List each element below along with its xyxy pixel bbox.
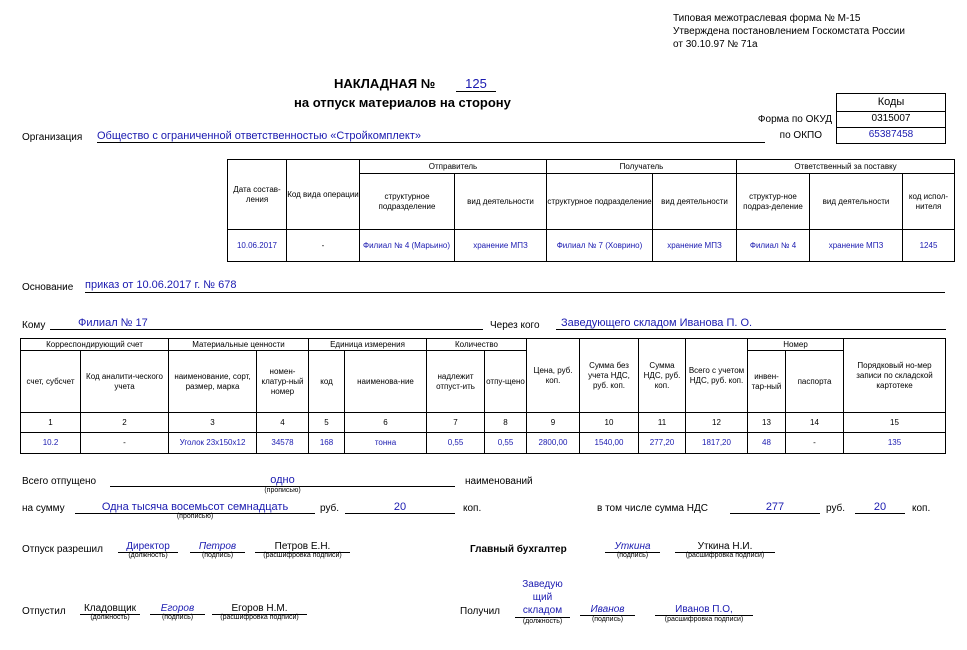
received-name[interactable]: Иванов П.О, [655,604,753,616]
col-num: 1 [21,413,81,433]
col-num: 13 [748,413,786,433]
row-qty-released[interactable]: 0,55 [485,433,527,453]
vat-rub-label: руб. [826,503,846,514]
received-position-line: складом [515,604,570,618]
cap-sign: (подпись) [201,552,234,559]
received-position-line: щий [532,592,553,603]
qty-released-header: отпу-щено [485,351,527,413]
row-inv[interactable]: 48 [748,433,786,453]
account-header: счет, субсчет [21,351,81,413]
form-header-note [673,12,905,51]
col-num: 7 [427,413,485,433]
received-position[interactable] [515,578,570,618]
col-num: 9 [527,413,580,433]
allowed-label: Отпуск разрешил [22,544,103,555]
pass-header: паспорта [786,351,844,413]
row-qty-need[interactable]: 0,55 [427,433,485,453]
approval-line: Утверждена постановлением Госкомстата России [673,26,905,37]
received-label: Получил [460,606,500,617]
organization-value[interactable]: Общество с ограниченной ответственностью «Стройкомплект» [97,130,765,143]
row-receiver-struct[interactable]: Филиал № 7 (Ховрино) [547,230,653,261]
via-label: Через кого [490,320,540,331]
approval-date-line: от 30.10.97 № 71а [673,39,758,50]
unit-code-header: код [309,351,345,413]
col-num: 15 [844,413,945,433]
form-type-line: Типовая межотраслевая форма № М-15 [673,13,861,24]
allowed-sign[interactable]: Петров [190,541,245,553]
row-op[interactable]: - [287,230,360,261]
cap-name: (расшифровка подписи) [220,614,299,621]
basis-label: Основание [22,282,74,293]
row-resp-code[interactable]: 1245 [919,240,938,250]
cap-sign: (подпись) [616,552,649,559]
codes-header: Коды [836,93,946,112]
allowed-position[interactable]: Директор [118,541,178,553]
col-num: 2 [81,413,169,433]
sum-header: Сумма без учета НДС, руб. коп. [580,339,639,413]
unit-header: Единица измерения [309,339,427,351]
chief-sign[interactable]: Уткина [605,541,660,553]
row-sum[interactable]: 1540,00 [580,433,639,453]
resp-kind-header: вид деятельности [810,174,903,230]
cap-name: (расшифровка подписи) [664,616,744,623]
row-unit-code[interactable]: 168 [309,433,345,453]
to-whom-value[interactable]: Филиал № 17 [50,317,483,330]
receiver-kind-header: вид деятельности [653,174,737,230]
cap-sign: (подпись) [161,614,194,621]
col-num: 3 [169,413,257,433]
row-resp-struct[interactable]: Филиал № 4 [737,230,810,261]
cap-name: (расшифровка подписи) [685,552,765,559]
items-label: наименований [465,476,533,487]
row-pass[interactable]: - [786,433,844,453]
released-by-label: Отпустил [22,606,66,617]
total-header: Всего с учетом НДС, руб. коп. [686,339,748,413]
cap-name: (расшифровка подписи) [263,552,342,559]
resp-struct-header: структур-ное подраз-деление [737,174,810,230]
row-unit-name[interactable]: тонна [345,433,427,453]
row-sender-struct[interactable]: Филиал № 4 (Марьино) [360,230,455,261]
row-card[interactable]: 135 [887,438,902,447]
receiver-header: Получатель [547,160,737,174]
number-header: Номер [748,339,844,351]
row-total[interactable]: 1817,20 [686,433,748,453]
chief-name[interactable]: Уткина Н.И. [675,541,775,553]
received-position-line: Заведую [522,579,563,590]
col-num: 8 [485,413,527,433]
okud-value[interactable]: 0315007 [836,112,946,128]
sender-kind-header: вид деятельности [455,174,547,230]
released-position[interactable]: Кладовщик [80,603,140,615]
col-num: 11 [639,413,686,433]
via-value[interactable]: Заведующего складом Иванова П. О. [556,317,946,330]
col-op-header: Код вида операции [287,160,360,230]
chief-label: Главный бухгалтер [470,544,567,555]
cap-position: (должность) [522,618,563,625]
vat-header: Сумма НДС, руб. коп. [639,339,686,413]
row-price[interactable]: 2800,00 [527,433,580,453]
released-label: Всего отпущено [22,476,97,487]
received-sign[interactable]: Иванов [580,604,635,616]
unit-name-header: наименова-ние [345,351,427,413]
sum-value[interactable]: Одна тысяча восемьсот семнадцать [75,501,315,514]
vat-label: в том числе сумма НДС [597,503,708,514]
col-num: 5 [309,413,345,433]
col-num: 4 [257,413,309,433]
row-date[interactable]: 10.06.2017 [228,230,287,261]
material-header: Материальные ценности [169,339,309,351]
document-number[interactable]: 125 [456,76,496,92]
row-receiver-kind[interactable]: хранение МПЗ [653,230,737,261]
resp-code-header: код испол-нителя [903,174,954,230]
okpo-value[interactable]: 65387458 [836,128,946,144]
kop-label: коп. [463,503,482,514]
sender-struct-header: структурное подразделение [360,174,455,230]
vat-rub-value[interactable]: 277 [730,501,820,514]
qty-header: Количество [427,339,527,351]
sum-caption: (прописью) [176,513,214,520]
basis-value[interactable]: приказ от 10.06.2017 г. № 678 [85,279,237,291]
col-num: 12 [686,413,748,433]
cap-position: (должность) [90,614,130,621]
vat-kop-value[interactable]: 20 [855,501,905,514]
col-date-header: Дата состав-ления [228,160,287,230]
cap-sign: (подпись) [591,616,624,623]
basis-line [85,292,945,293]
row-account[interactable]: 10.2 [21,433,81,453]
organization-label: Организация [22,132,83,143]
corr-account-header: Корреспондирующий счет [21,339,169,351]
released-caption: (прописью) [264,487,301,494]
row-vat[interactable]: 277,20 [639,433,686,453]
row-sender-kind[interactable]: хранение МПЗ [455,230,547,261]
released-value[interactable]: одно [110,474,455,487]
to-whom-label: Кому [22,320,46,331]
rub-label: руб. [320,503,340,514]
row-resp-kind[interactable]: хранение МПЗ [810,230,903,261]
rub-value[interactable]: 20 [345,501,455,514]
document-subtitle: на отпуск материалов на сторону [294,95,511,110]
col-num: 6 [345,413,427,433]
shipment-header-table [227,159,955,262]
allowed-name[interactable]: Петров Е.Н. [255,541,350,553]
inv-header: инвен-тар-ный [748,351,786,413]
analytic-header: Код аналити-ческого учета [81,351,169,413]
okpo-label: по ОКПО [779,130,822,141]
document-title: НАКЛАДНАЯ № [334,76,436,91]
sender-header: Отправитель [360,160,547,174]
okud-label: Форма по ОКУД [757,114,832,125]
row-nomen[interactable]: 34578 [257,433,309,453]
sum-label: на сумму [22,503,65,514]
nomen-header: номен-клатур-ный номер [257,351,309,413]
vat-kop-label: коп. [912,503,931,514]
qty-need-header: надлежит отпуст-ить [427,351,485,413]
materials-table [20,338,946,454]
price-header: Цена, руб. коп. [527,339,580,413]
responsible-header: Ответственный за поставку [737,160,954,174]
col-num: 10 [580,413,639,433]
receiver-struct-header: структурное подразделение [547,174,653,230]
released-sign[interactable]: Егоров [150,603,205,615]
col-num: 14 [786,413,844,433]
row-material-name[interactable]: Уголок 23х150х12 [169,433,257,453]
name-header: наименование, сорт, размер, марка [169,351,257,413]
cap-position: (должность) [128,552,168,559]
row-analytic[interactable]: - [81,433,169,453]
released-name[interactable]: Егоров Н.М. [212,603,307,615]
card-header: Порядковый но-мер записи по складской картотеке [844,339,945,413]
